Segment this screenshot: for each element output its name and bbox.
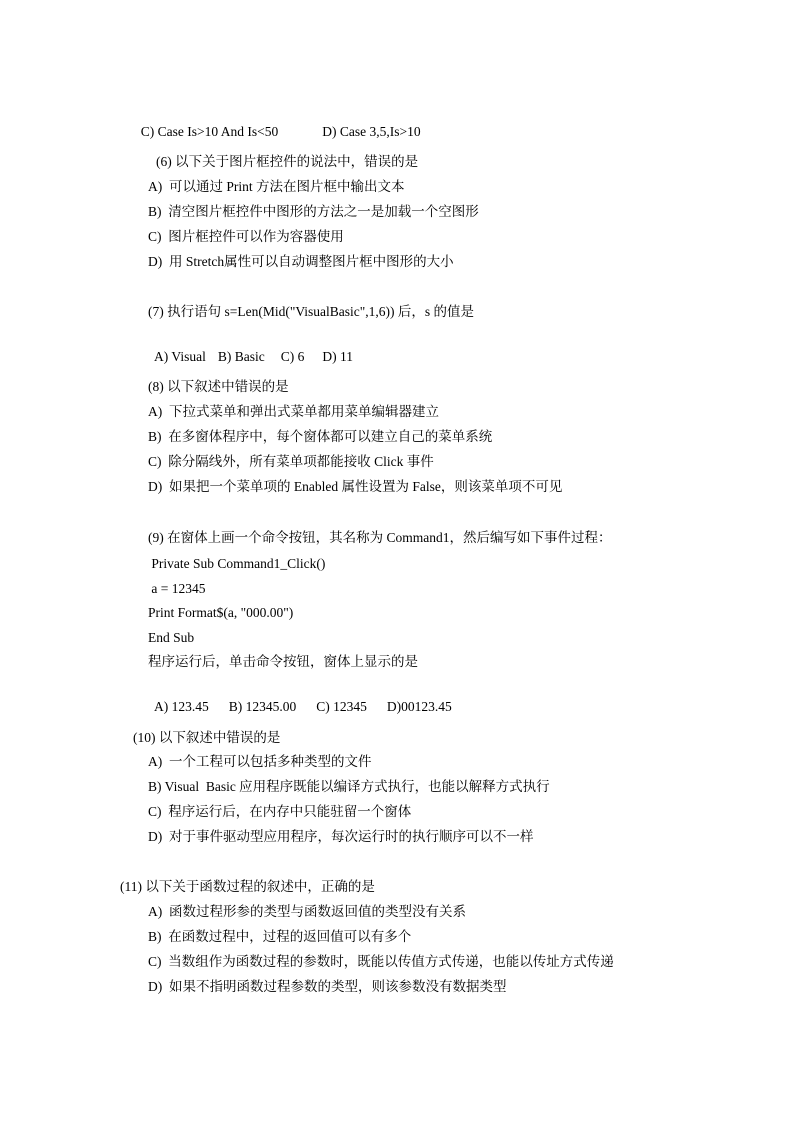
q9-option-d: D)00123.45 xyxy=(386,699,452,714)
question-6-option-c: C) 图片框控件可以作为容器使用 xyxy=(148,229,344,244)
q9-option-a: A) 123.45 xyxy=(154,699,209,714)
q7-option-c: C) 6 xyxy=(280,349,305,364)
question-11-option-a: A) 函数过程形参的类型与函数返回值的类型没有关系 xyxy=(148,904,466,919)
question-6-option-b: B) 清空图片框控件中图形的方法之一是加载一个空图形 xyxy=(148,204,479,219)
question-6-option-a: A) 可以通过 Print 方法在图片框中输出文本 xyxy=(148,179,405,194)
q7-option-b: B) Basic xyxy=(217,349,265,364)
question-11-option-d: D) 如果不指明函数过程参数的类型，则该参数没有数据类型 xyxy=(148,979,507,994)
question-8-option-a: A) 下拉式菜单和弹出式菜单都用菜单编辑器建立 xyxy=(148,404,439,419)
q9-option-b: B) 12345.00 xyxy=(228,699,297,714)
q9-option-c: C) 12345 xyxy=(316,699,367,714)
question-5-options-row xyxy=(134,105,421,139)
question-9-options-row xyxy=(148,680,452,714)
question-7-stem: (7) 执行语句 s=Len(Mid("VisualBasic",1,6)) 后，s 的值是 xyxy=(148,304,475,319)
question-10-option-d: D) 对于事件驱动型应用程序，每次运行时的执行顺序可以不一样 xyxy=(148,829,534,844)
q5-option-c: C) Case Is>10 And Is<50 xyxy=(140,124,279,139)
question-8-option-c: C) 除分隔线外，所有菜单项都能接收 Click 事件 xyxy=(148,454,434,469)
question-6-option-d: D) 用 Stretch属性可以自动调整图片框中图形的大小 xyxy=(148,254,454,269)
question-11-option-b: B) 在函数过程中，过程的返回值可以有多个 xyxy=(148,929,412,944)
question-9-code-line: End Sub xyxy=(148,630,195,645)
question-10-option-c: C) 程序运行后，在内存中只能驻留一个窗体 xyxy=(148,804,412,819)
question-11-stem: (11) 以下关于函数过程的叙述中，正确的是 xyxy=(120,879,375,894)
q5-option-d: D) Case 3,5,Is>10 xyxy=(322,124,421,139)
question-9-stem: (9) 在窗体上画一个命令按钮，其名称为 Command1，然后编写如下事件过程： xyxy=(148,530,612,545)
question-10-option-a: A) 一个工程可以包括多种类型的文件 xyxy=(148,754,372,769)
question-10-option-b: B) Visual Basic 应用程序既能以编译方式执行，也能以解释方式执行 xyxy=(148,779,550,794)
question-10-stem: (10) 以下叙述中错误的是 xyxy=(133,730,281,745)
question-9-code-line: Print Format$(a, "000.00") xyxy=(148,605,294,620)
question-9-code-line: Private Sub Command1_Click() xyxy=(148,556,326,571)
question-9-code-line: a = 12345 xyxy=(148,581,206,596)
question-11-option-c: C) 当数组作为函数过程的参数时，既能以传值方式传递，也能以传址方式传递 xyxy=(148,954,614,969)
question-8-stem: (8) 以下叙述中错误的是 xyxy=(148,379,289,394)
q7-option-a: A) Visual xyxy=(154,349,206,364)
question-9-question: 程序运行后，单击命令按钮，窗体上显示的是 xyxy=(148,654,418,669)
question-8-option-d: D) 如果把一个菜单项的 Enabled 属性设置为 False，则该菜单项不可见 xyxy=(148,479,563,494)
question-7-options-row xyxy=(148,330,353,364)
q7-option-d: D) 11 xyxy=(322,349,353,364)
question-6-stem: (6) 以下关于图片框控件的说法中，错误的是 xyxy=(156,154,419,169)
question-8-option-b: B) 在多窗体程序中，每个窗体都可以建立自己的菜单系统 xyxy=(148,429,493,444)
